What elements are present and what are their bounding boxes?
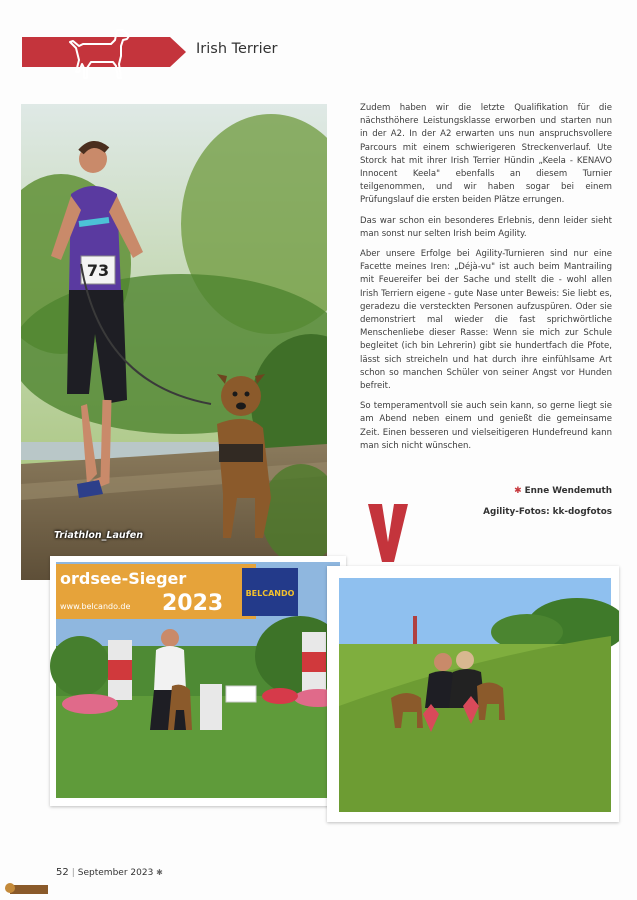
- page-number: 52: [56, 867, 69, 878]
- terrier-silhouette-icon: [64, 24, 132, 80]
- article-paragraph: Zudem haben wir die letzte Qualifikation für die nächsthöhere Leistungsklasse erworben und starten nun in der A2. In der A2 erwarten uns nun anspruchsvollere Parcours mit einem schwierigeren Streckenverlauf. Ute Storck hat mit ihrer Irish Terrier Hündin „Keela - KENAVO Innocent Keela" ebenfalls an diesem Turnier teilgenommen, und wir haben sogar bei einem Prüfungslauf die ersten beiden Plätze errungen.: [360, 103, 612, 206]
- issue-date: September 2023: [77, 868, 154, 878]
- banner-year: 2023: [162, 591, 224, 616]
- photo-caption: Triathlon_Laufen: [54, 530, 143, 541]
- nordsee-sieger-photo: [50, 556, 346, 806]
- page-footer: 52 | September 2023 ✱: [56, 867, 163, 878]
- banner-url: www.belcando.de: [60, 602, 131, 611]
- bib-number: 73: [86, 261, 110, 280]
- banner-text: ordsee-Sieger: [60, 569, 187, 588]
- author-signature: [460, 486, 612, 496]
- article-paragraph: Das war schon ein besonderes Erlebnis, denn leider sieht man sonst nur selten Irish beim Agility.: [360, 215, 612, 239]
- article-paragraph: So temperamentvoll sie auch sein kann, so gerne liegt sie am Abend neben einem und genießt die gemeinsame Zeit. Einen besseren und vielseitigeren Hundefreund kann man sich nicht wünschen.: [360, 401, 612, 451]
- publisher-logo-icon: [4, 882, 48, 895]
- section-title: Irish Terrier: [196, 41, 278, 57]
- meadow-photo: [327, 566, 619, 822]
- article-body: [360, 102, 612, 460]
- author-name: Enne Wendemuth: [524, 486, 612, 496]
- photo-credit: Agility-Fotos: kk-dogfotos: [483, 507, 612, 517]
- paw-icon: ✱: [514, 486, 522, 496]
- triathlon-photo: [21, 104, 327, 580]
- paw-icon: ✱: [156, 868, 163, 877]
- article-paragraph: Aber unsere Erfolge bei Agility-Turnieren sind nur eine Facette meines Iren: „Déjà-vu" ist auch beim Mantrailing mit Feuereifer bei der Sache und stellt die - wohl allen Irish Terriern eigene - gute Nase unter Beweis: Sie liebt es, geradezu die versteckten Personen aufzuspüren. Oder sie demonstriert mal wieder die fast sprichwörtliche Menschenliebe dieser Rasse: Wenn sie mich zur Schule begleitet (ich bin Lehrerin) gibt sie hundertfach die Pfote, lässt sich streicheln und hat durch ihre einfühlsame Art schon so manchen Schüler von seiner Angst vor Hunden befreit.: [360, 249, 612, 392]
- brand-logo: BELCANDO: [245, 589, 295, 598]
